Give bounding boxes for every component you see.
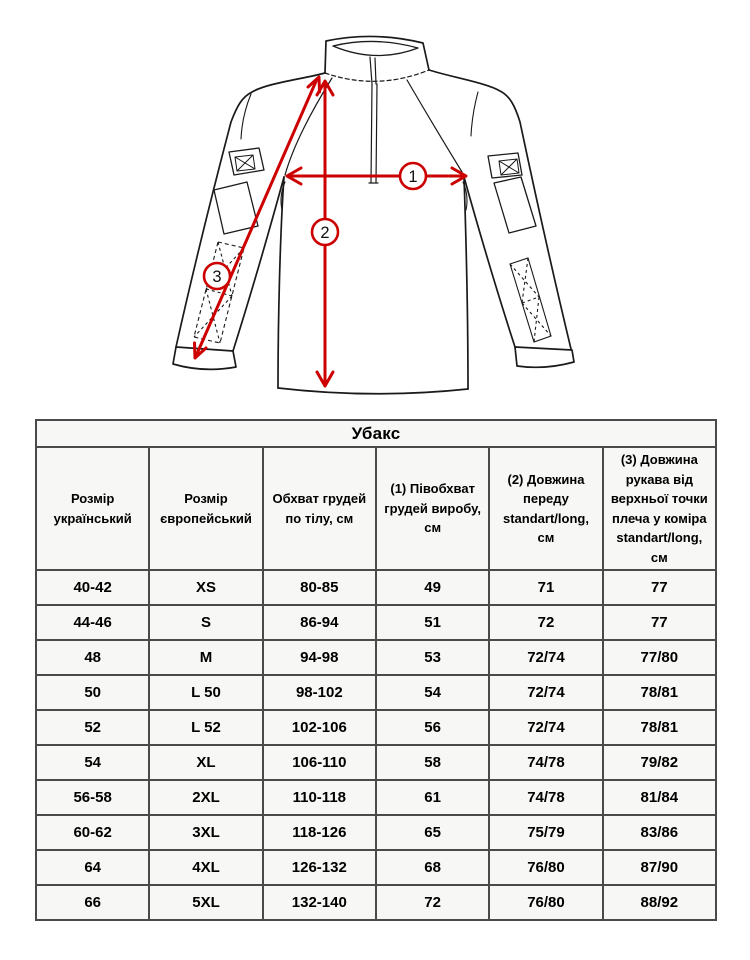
size-cell: 61 bbox=[376, 780, 489, 815]
shirt-outline bbox=[173, 36, 574, 393]
size-cell: L 50 bbox=[149, 675, 262, 710]
size-table-section bbox=[0, 414, 750, 921]
size-row bbox=[36, 710, 716, 745]
size-row bbox=[36, 570, 716, 605]
size-cell: 56 bbox=[376, 710, 489, 745]
column-header-ua-size: Розмір український bbox=[36, 447, 149, 570]
marker-3-label: 3 bbox=[212, 268, 222, 286]
size-cell: XL bbox=[149, 745, 262, 780]
size-cell: 110-118 bbox=[263, 780, 376, 815]
size-row bbox=[36, 675, 716, 710]
size-row bbox=[36, 745, 716, 780]
size-table-head bbox=[36, 420, 716, 570]
size-cell: 75/79 bbox=[489, 815, 602, 850]
left-forearm-panel bbox=[194, 242, 244, 343]
size-cell: 72/74 bbox=[489, 710, 602, 745]
size-cell: 44-46 bbox=[36, 605, 149, 640]
size-cell: 72/74 bbox=[489, 640, 602, 675]
size-cell: 126-132 bbox=[263, 850, 376, 885]
size-cell: 83/86 bbox=[603, 815, 716, 850]
column-header-half-chest: (1) Півобхват грудей виробу, см bbox=[376, 447, 489, 570]
size-cell: 74/78 bbox=[489, 780, 602, 815]
size-cell: 77/80 bbox=[603, 640, 716, 675]
sleeve-length-arrow bbox=[195, 77, 320, 358]
column-header-front-length: (2) Довжина переду standart/long, см bbox=[489, 447, 602, 570]
size-cell: 76/80 bbox=[489, 885, 602, 920]
title-row bbox=[36, 420, 716, 447]
size-cell: 88/92 bbox=[603, 885, 716, 920]
shirt-measurement-diagram bbox=[0, 0, 750, 414]
size-cell: 3XL bbox=[149, 815, 262, 850]
size-cell: 77 bbox=[603, 570, 716, 605]
size-cell: 58 bbox=[376, 745, 489, 780]
size-cell: 53 bbox=[376, 640, 489, 675]
size-cell: 98-102 bbox=[263, 675, 376, 710]
size-cell: 102-106 bbox=[263, 710, 376, 745]
size-cell: 54 bbox=[376, 675, 489, 710]
collar-seam bbox=[325, 70, 429, 81]
size-cell: 94-98 bbox=[263, 640, 376, 675]
size-cell: 76/80 bbox=[489, 850, 602, 885]
size-cell: 2XL bbox=[149, 780, 262, 815]
size-cell: S bbox=[149, 605, 262, 640]
size-cell: 78/81 bbox=[603, 675, 716, 710]
size-cell: 72 bbox=[376, 885, 489, 920]
size-cell: 50 bbox=[36, 675, 149, 710]
size-cell: 56-58 bbox=[36, 780, 149, 815]
size-cell: 77 bbox=[603, 605, 716, 640]
right-cuff bbox=[515, 347, 574, 367]
size-cell: 51 bbox=[376, 605, 489, 640]
size-cell: 74/78 bbox=[489, 745, 602, 780]
size-row bbox=[36, 850, 716, 885]
size-cell: 66 bbox=[36, 885, 149, 920]
size-cell: 132-140 bbox=[263, 885, 376, 920]
size-cell: 60-62 bbox=[36, 815, 149, 850]
right-forearm-panel bbox=[510, 258, 551, 342]
marker-2-label: 2 bbox=[320, 224, 330, 242]
size-cell: 118-126 bbox=[263, 815, 376, 850]
size-cell: 87/90 bbox=[603, 850, 716, 885]
size-cell: 54 bbox=[36, 745, 149, 780]
ubacs-shirt-drawing bbox=[0, 0, 750, 414]
size-cell: M bbox=[149, 640, 262, 675]
size-cell: 65 bbox=[376, 815, 489, 850]
zipper bbox=[369, 84, 378, 183]
size-cell: 80-85 bbox=[263, 570, 376, 605]
size-cell: XS bbox=[149, 570, 262, 605]
size-cell: 81/84 bbox=[603, 780, 716, 815]
size-cell: 49 bbox=[376, 570, 489, 605]
size-cell: 72/74 bbox=[489, 675, 602, 710]
size-row bbox=[36, 885, 716, 920]
size-cell: 86-94 bbox=[263, 605, 376, 640]
size-cell: 71 bbox=[489, 570, 602, 605]
size-cell: 40-42 bbox=[36, 570, 149, 605]
size-cell: 79/82 bbox=[603, 745, 716, 780]
size-cell: 64 bbox=[36, 850, 149, 885]
size-row bbox=[36, 640, 716, 675]
size-table bbox=[35, 419, 717, 921]
size-cell: L 52 bbox=[149, 710, 262, 745]
size-cell: 106-110 bbox=[263, 745, 376, 780]
measure-markers bbox=[204, 163, 426, 289]
size-cell: 48 bbox=[36, 640, 149, 675]
size-cell: 72 bbox=[489, 605, 602, 640]
size-cell: 5XL bbox=[149, 885, 262, 920]
header-row bbox=[36, 447, 716, 570]
size-table-body bbox=[36, 570, 716, 920]
size-row bbox=[36, 605, 716, 640]
column-header-chest-body: Обхват грудей по тілу, см bbox=[263, 447, 376, 570]
size-row bbox=[36, 780, 716, 815]
size-cell: 68 bbox=[376, 850, 489, 885]
table-title: Убакс bbox=[36, 420, 716, 447]
size-cell: 78/81 bbox=[603, 710, 716, 745]
column-header-sleeve-length: (3) Довжина рукава від верхньої точки плеча у коміра standart/long, см bbox=[603, 447, 716, 570]
marker-1-label: 1 bbox=[408, 168, 418, 186]
size-cell: 4XL bbox=[149, 850, 262, 885]
size-row bbox=[36, 815, 716, 850]
column-header-eu-size: Розмір європейський bbox=[149, 447, 262, 570]
size-cell: 52 bbox=[36, 710, 149, 745]
